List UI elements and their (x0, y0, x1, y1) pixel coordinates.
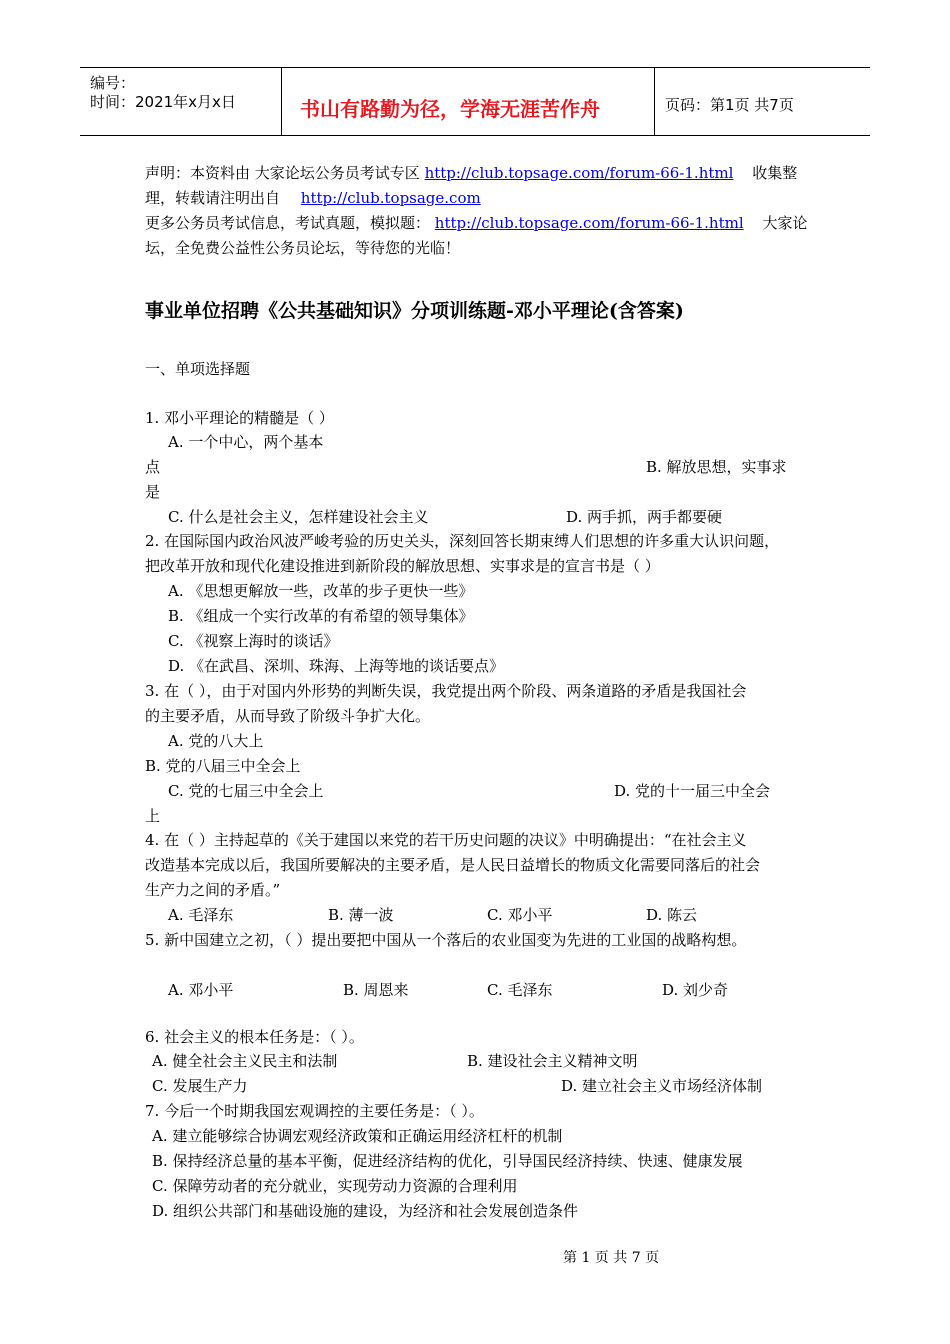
question-stem: 3. 在（ ），由于对国内外形势的判断失误，我党提出两个阶段、两条道路的矛盾是我国社会 (145, 682, 747, 700)
option-a: A. 党的八大上 (168, 732, 264, 750)
option-a: A. 毛泽东 (168, 906, 234, 924)
question-stem: 6. 社会主义的根本任务是：（ ）。 (145, 1028, 364, 1046)
option-b: B. 薄一波 (328, 906, 394, 924)
option-b: B. 解放思想，实事求 (646, 458, 787, 476)
option-d: D. 党的十一届三中全会 (614, 782, 771, 800)
statement-line-4: 坛，全免费公益性公务员论坛，等待您的光临！ (145, 239, 461, 257)
option-d: D. 建立社会主义市场经济体制 (561, 1077, 763, 1095)
doc-number-label: 编号： (90, 74, 136, 92)
header-top-rule (80, 67, 870, 68)
option-c: C. 保障劳动者的充分就业，实现劳动力资源的合理利用 (152, 1177, 518, 1195)
doc-date-label: 时间：2021年x月x日 (90, 93, 236, 111)
doc-title: 事业单位招聘《公共基础知识》分项训练题-邓小平理论(含答案) (145, 300, 684, 322)
question-stem: 5. 新中国建立之初，（ ）提出要把中国从一个落后的农业国变为先进的工业国的战略构想。 (145, 931, 747, 949)
option-a: A. 一个中心，两个基本 (168, 433, 324, 451)
option-a: A. 健全社会主义民主和法制 (152, 1052, 338, 1070)
option-d: D. 刘少奇 (662, 981, 729, 999)
question-stem: 1. 邓小平理论的精髓是（ ） (145, 409, 334, 427)
option-d: D. 两手抓，两手都要硬 (566, 508, 723, 526)
option-b: B. 建设社会主义精神文明 (467, 1052, 638, 1070)
header-motto: 书山有路勤为径，学海无涯苦作舟 (300, 97, 600, 121)
statement-line-1 (145, 162, 797, 183)
option-b-wrap: 是 (145, 483, 161, 501)
option-c: C. 党的七届三中全会上 (168, 782, 324, 800)
option-a: A. 建立能够综合协调宏观经济政策和正确运用经济杠杆的机制 (152, 1127, 563, 1145)
option-c: C. 毛泽东 (487, 981, 553, 999)
option-b: B. 《组成一个实行改革的有希望的领导集体》 (168, 607, 474, 625)
question-stem: 7. 今后一个时期我国宏观调控的主要任务是：（ ）。 (145, 1102, 484, 1120)
statement-text: 更多公务员考试信息，考试真题，模拟题： (145, 214, 431, 232)
question-stem: 4. 在（ ）主持起草的《关于建国以来党的若干历史问题的决议》中明确提出：“在社会主义 (145, 831, 747, 849)
question-stem-cont: 生产力之间的矛盾。” (145, 881, 281, 899)
option-d: D. 组织公共部门和基础设施的建设，为经济和社会发展创造条件 (152, 1202, 579, 1220)
forum-link[interactable]: http://club.topsage.com/forum-66-1.html (424, 164, 734, 182)
option-c: C. 发展生产力 (152, 1077, 248, 1095)
statement-line-2 (145, 187, 481, 208)
question-stem-cont: 的主要矛盾，从而导致了阶级斗争扩大化。 (145, 707, 431, 725)
header-page-code: 页码：第1页 共7页 (665, 96, 794, 114)
club-link[interactable]: http://club.topsage.com (300, 189, 481, 207)
page-footer: 第 1 页 共 7 页 (563, 1250, 660, 1266)
statement-text: 大家论 (762, 214, 808, 232)
option-b: B. 党的八届三中全会上 (145, 757, 301, 775)
option-b: B. 保持经济总量的基本平衡，促进经济结构的优化，引导国民经济持续、快速、健康发展 (152, 1152, 743, 1170)
question-stem-cont: 把改革开放和现代化建设推进到新阶段的解放思想、实事求是的宣言书是（ ） (145, 557, 660, 575)
forum-link-2[interactable]: http://club.topsage.com/forum-66-1.html (434, 214, 744, 232)
question-stem: 2. 在国际国内政治风波严峻考验的历史关头，深刻回答长期束缚人们思想的许多重大认识问题， (145, 532, 780, 550)
statement-line-3 (145, 212, 807, 233)
statement-text: 声明：本资料由 大家论坛公务员考试专区 (145, 164, 420, 182)
option-d-wrap: 上 (145, 807, 161, 825)
header-bottom-rule (80, 135, 870, 136)
option-a-wrap: 点 (145, 458, 161, 476)
section-title: 一、单项选择题 (145, 360, 251, 378)
option-b: B. 周恩来 (343, 981, 409, 999)
option-d: D. 《在武昌、深圳、珠海、上海等地的谈话要点》 (168, 657, 505, 675)
statement-text: 理，转载请注明出自 (145, 189, 281, 207)
statement-text: 收集整 (752, 164, 798, 182)
header-divider-right (654, 67, 655, 136)
option-a: A. 邓小平 (168, 981, 234, 999)
option-c: C. 什么是社会主义，怎样建设社会主义 (168, 508, 429, 526)
option-a: A. 《思想更解放一些，改革的步子更快一些》 (168, 582, 474, 600)
option-c: C. 《视察上海时的谈话》 (168, 632, 339, 650)
question-stem-cont: 改造基本完成以后，我国所要解决的主要矛盾，是人民日益增长的物质文化需要同落后的社会 (145, 856, 761, 874)
option-c: C. 邓小平 (487, 906, 553, 924)
header-divider-left (281, 67, 282, 136)
option-d: D. 陈云 (646, 906, 698, 924)
